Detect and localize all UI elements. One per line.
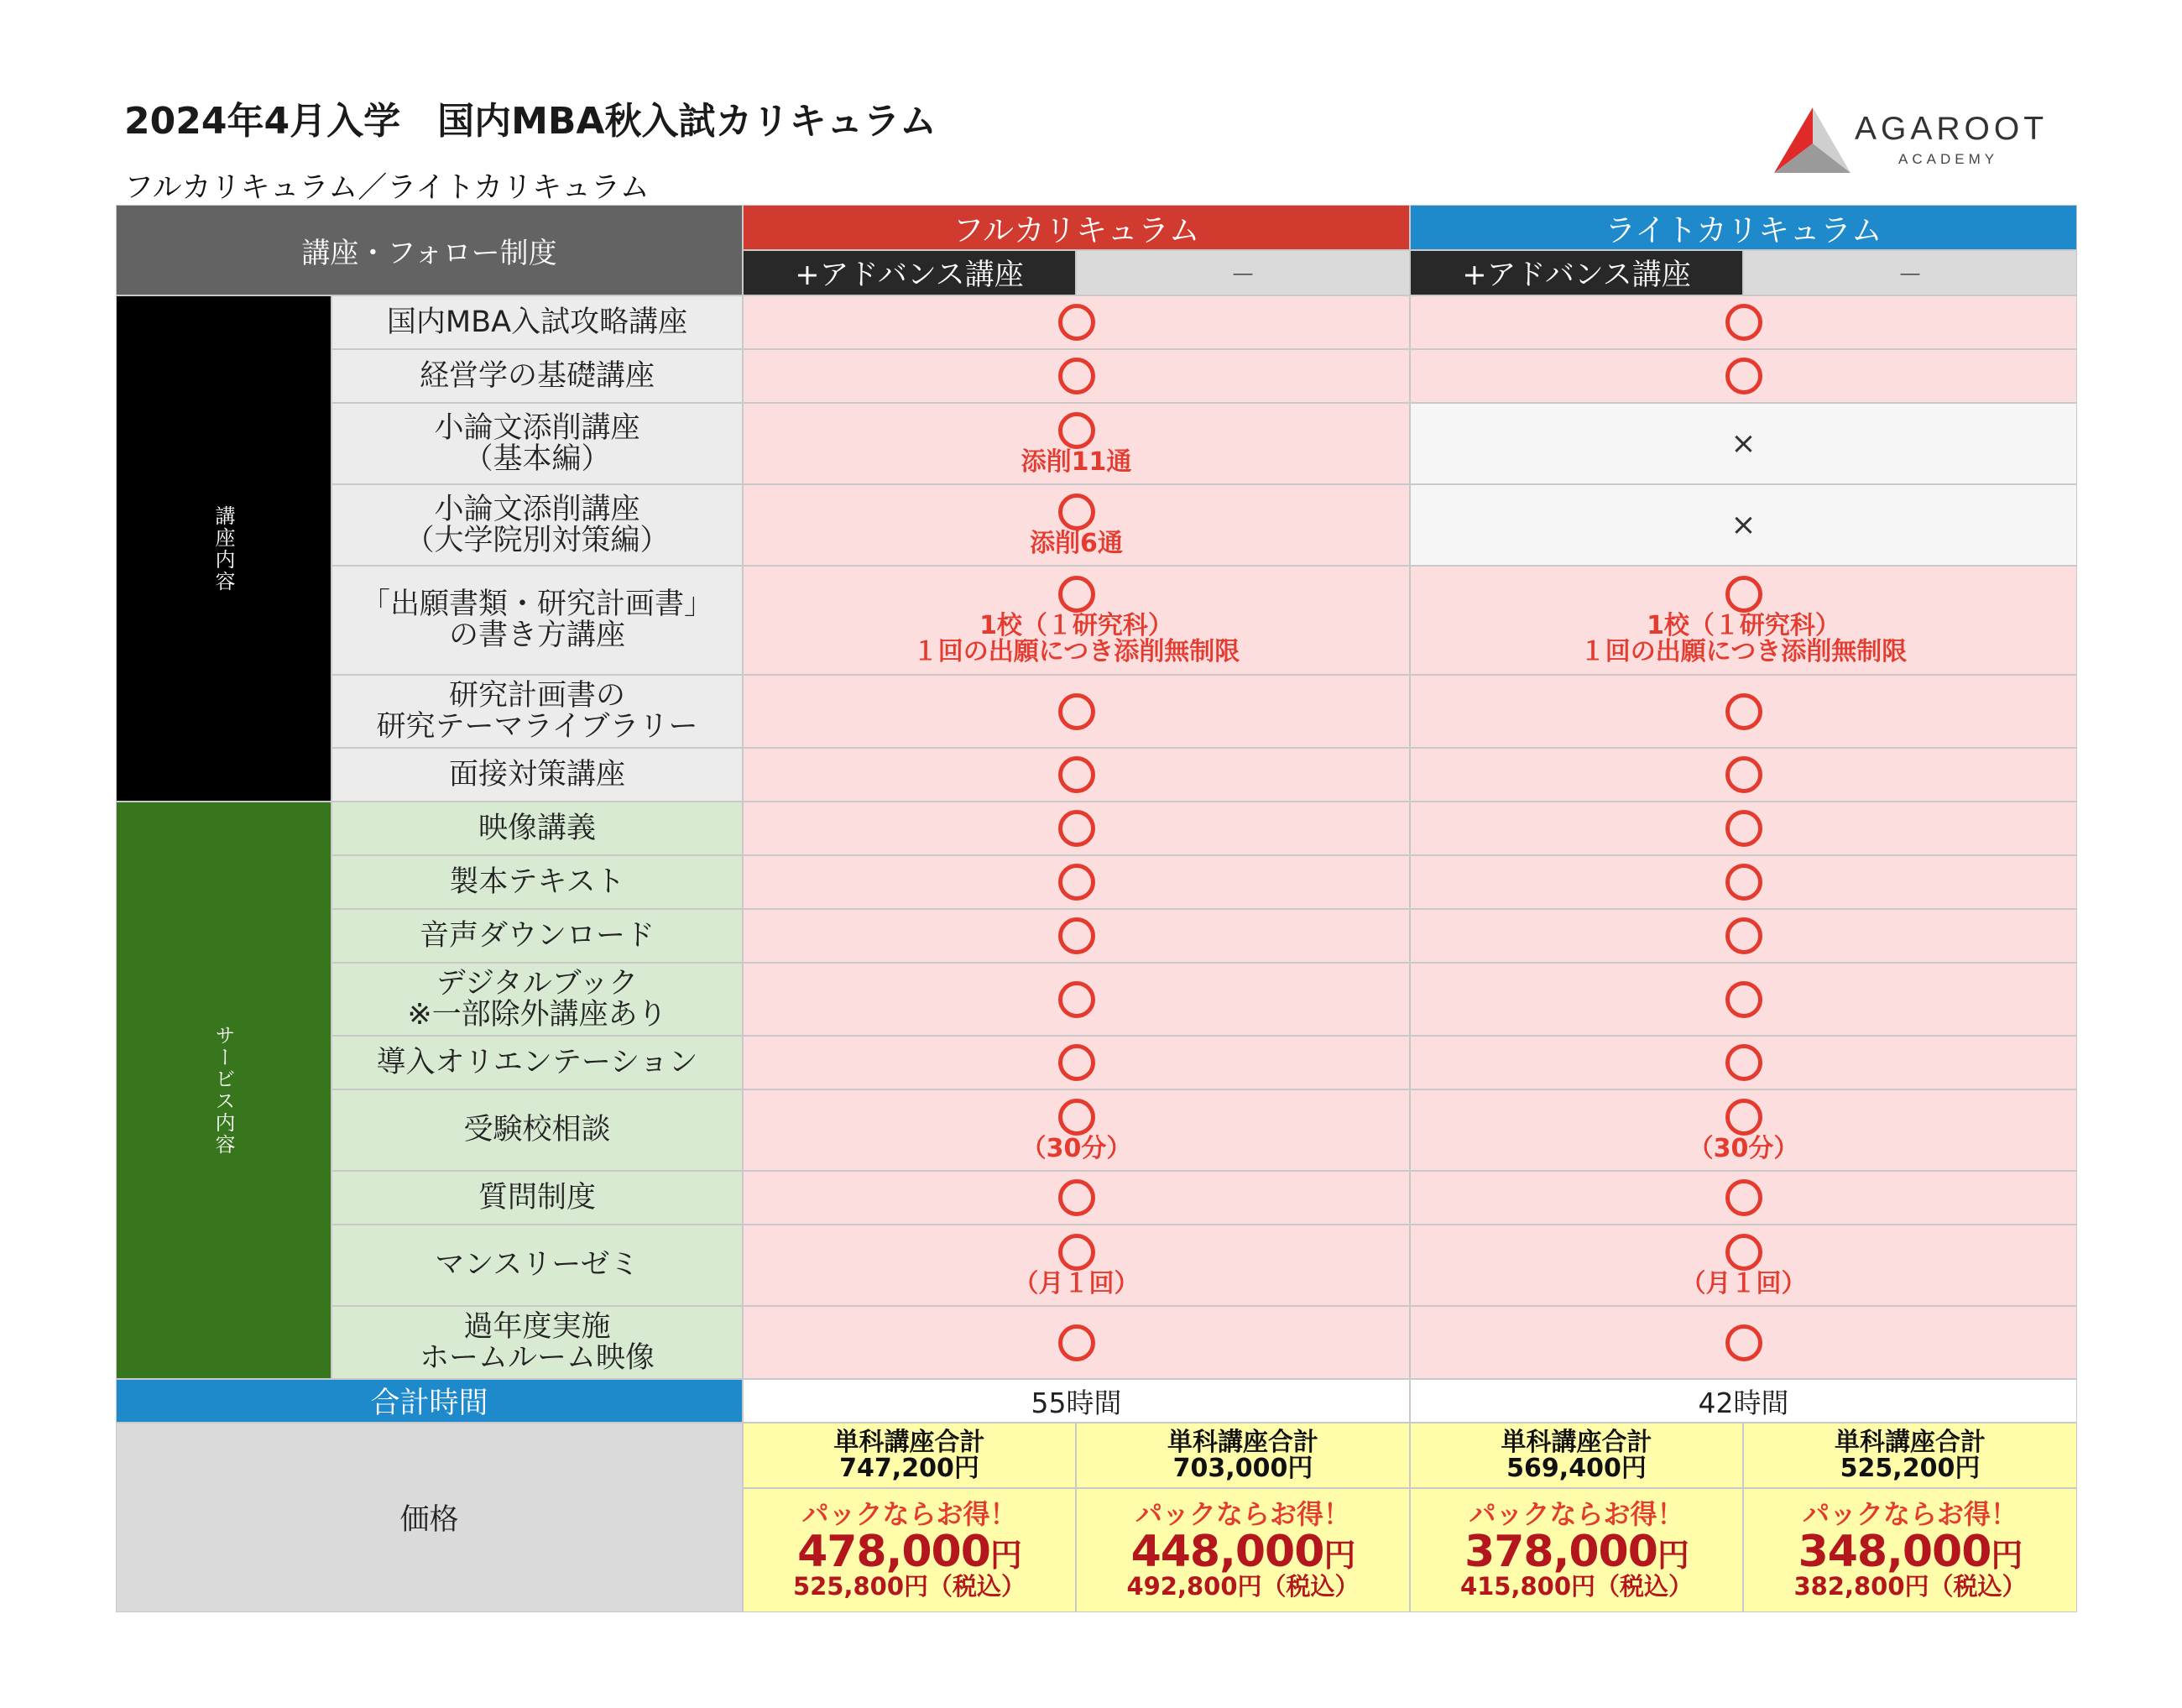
- lite-cell: [1410, 1171, 2077, 1225]
- full-cell: [743, 1306, 1410, 1379]
- full-cell: [743, 909, 1410, 963]
- price-sum-value: 569,400円: [1506, 1454, 1647, 1483]
- row-label-line: ※一部除外講座あり: [407, 997, 667, 1032]
- circle-mark-icon: [1725, 304, 1762, 341]
- price-label: [116, 1423, 743, 1612]
- row-label-line: 音声ダウンロード: [419, 918, 655, 953]
- price-sum-cell: [743, 1423, 1076, 1488]
- row-label-line: 小論文添削講座: [434, 410, 640, 445]
- lite-cell: [1410, 963, 2077, 1036]
- lite-cell: [1410, 675, 2077, 748]
- price-sum-cell: [1743, 1423, 2077, 1488]
- price-pack-cell: [1076, 1488, 1410, 1612]
- circle-mark-icon: [1058, 1099, 1095, 1136]
- price-pack-cell: [743, 1488, 1076, 1612]
- row-label-line: 受験校相談: [463, 1113, 611, 1147]
- lite-cell: [1410, 748, 2077, 802]
- pack-price-currency: 円: [1323, 1536, 1355, 1574]
- row-label: [331, 484, 743, 566]
- course-header-label: 講座・フォロー制度: [301, 236, 557, 270]
- price-sum-label: 単科講座合計: [1167, 1427, 1318, 1457]
- lite-cell: [1410, 1089, 2077, 1171]
- price-sum-value: 525,200円: [1840, 1454, 1981, 1483]
- row-label-line: 過年度実施: [463, 1309, 611, 1344]
- full-cell: [743, 1225, 1410, 1306]
- row-label-line: 「出願書類・研究計画書」: [360, 588, 713, 622]
- full-cell: [743, 1089, 1410, 1171]
- circle-mark-icon: [1725, 1099, 1762, 1136]
- full-cell: [743, 855, 1410, 909]
- row-label-line: 導入オリエンテーション: [376, 1045, 698, 1079]
- agaroot-logo: [1771, 106, 2048, 181]
- category-service-label: サービス内容: [211, 1025, 235, 1156]
- logo-sub: ACADEMY: [1898, 151, 1999, 167]
- row-label-line: 面接対策講座: [448, 757, 625, 791]
- logo-triangle-icon: [1771, 106, 1855, 176]
- full-cell: [743, 1171, 1410, 1225]
- lite-cell: [1410, 1306, 2077, 1379]
- circle-mark-icon: [1058, 981, 1095, 1018]
- total-time-lite: [1410, 1379, 2077, 1423]
- row-label-line: 研究計画書の: [448, 678, 625, 713]
- circle-mark-icon: [1058, 864, 1095, 901]
- price-pack-cell: [1743, 1488, 2077, 1612]
- row-label: [331, 802, 743, 855]
- pack-price-amount: 378,000: [1464, 1526, 1657, 1577]
- cell-note: （月１回）: [1013, 1268, 1140, 1298]
- row-label-line: 小論文添削講座: [434, 492, 640, 526]
- cell-note: （30分）: [1021, 1133, 1132, 1163]
- row-label-line: ホームルーム映像: [419, 1340, 655, 1375]
- circle-mark-icon: [1058, 358, 1095, 394]
- lite-cell: [1410, 1036, 2077, 1089]
- row-label-line: （基本編）: [463, 441, 611, 476]
- pack-price-currency: 円: [1657, 1536, 1689, 1574]
- lite-curriculum-header: [1410, 205, 2077, 250]
- circle-mark-icon: [1058, 917, 1095, 954]
- total-time-full-value: 55時間: [1031, 1386, 1122, 1419]
- cell-note: １回の出願につき添削無制限: [912, 637, 1240, 666]
- pack-deal-text: パックならお得！: [1469, 1498, 1684, 1531]
- circle-mark-icon: [1725, 1234, 1762, 1271]
- category-service: [116, 802, 331, 1379]
- row-label: [331, 1036, 743, 1089]
- full-header-label: フルカリキュラム: [953, 212, 1200, 248]
- full-basic-label: －: [1230, 261, 1255, 290]
- price-sum-label: 単科講座合計: [1835, 1427, 1986, 1457]
- circle-mark-icon: [1058, 1234, 1095, 1271]
- lite-advance-label: +アドバンス講座: [1462, 259, 1691, 292]
- row-label: [331, 1306, 743, 1379]
- circle-mark-icon: [1058, 304, 1095, 341]
- full-cell: [743, 349, 1410, 403]
- page-title: 2024年4月入学 国内MBA秋入試カリキュラム: [124, 100, 937, 143]
- circle-mark-icon: [1725, 1044, 1762, 1081]
- lite-cell: [1410, 566, 2077, 675]
- circle-mark-icon: [1058, 412, 1095, 449]
- circle-mark-icon: [1058, 576, 1095, 613]
- row-label: [331, 748, 743, 802]
- price-sum-value: 747,200円: [839, 1454, 979, 1483]
- row-label: [331, 1171, 743, 1225]
- pack-price: [797, 1526, 1021, 1577]
- full-cell: [743, 963, 1410, 1036]
- pack-price: [1130, 1526, 1355, 1577]
- price-label-text: 価格: [399, 1503, 459, 1537]
- circle-mark-icon: [1725, 1179, 1762, 1216]
- cell-note: 添削6通: [1030, 528, 1123, 558]
- pack-price-currency: 円: [1991, 1536, 2023, 1574]
- price-sum-label: 単科講座合計: [1501, 1427, 1652, 1457]
- circle-mark-icon: [1058, 756, 1095, 793]
- circle-mark-icon: [1725, 917, 1762, 954]
- pack-deal-text: パックならお得！: [1802, 1498, 2018, 1531]
- circle-mark-icon: [1725, 864, 1762, 901]
- full-basic-header: [1076, 250, 1410, 295]
- row-label: [331, 855, 743, 909]
- row-label: [331, 1089, 743, 1171]
- price-pack-cell: [1410, 1488, 1743, 1612]
- row-label-line: 経営学の基礎講座: [419, 358, 655, 393]
- full-cell: [743, 802, 1410, 855]
- full-cell: [743, 566, 1410, 675]
- price-sum-label: 単科講座合計: [833, 1427, 985, 1457]
- price-sum-cell: [1076, 1423, 1410, 1488]
- row-label: [331, 963, 743, 1036]
- lite-cell: [1410, 1225, 2077, 1306]
- row-label: [331, 349, 743, 403]
- cell-note: 1校（１研究科）: [979, 610, 1173, 640]
- row-label-line: デジタルブック: [436, 966, 639, 1000]
- circle-mark-icon: [1058, 494, 1095, 530]
- lite-cell: [1410, 802, 2077, 855]
- row-label-line: 研究テーマライブラリー: [376, 709, 698, 744]
- lite-cell: [1410, 403, 2077, 484]
- row-label-line: 国内MBA入試攻略講座: [386, 305, 688, 339]
- cell-note: 添削11通: [1021, 447, 1132, 477]
- total-time-label: [116, 1379, 743, 1423]
- lite-cell: [1410, 909, 2077, 963]
- category-course: [116, 295, 331, 802]
- full-advance-label: +アドバンス講座: [795, 259, 1024, 292]
- circle-mark-icon: [1725, 981, 1762, 1018]
- logo-brand: AGAROOT: [1855, 111, 2049, 147]
- pack-deal-text: パックならお得！: [801, 1498, 1017, 1531]
- full-advance-header: [743, 250, 1076, 295]
- full-cell: [743, 403, 1410, 484]
- page-subtitle: フルカリキュラム／ライトカリキュラム: [124, 171, 650, 205]
- row-label-line: （大学院別対策編）: [405, 523, 670, 557]
- lite-cell: [1410, 484, 2077, 566]
- row-label: [331, 675, 743, 748]
- circle-mark-icon: [1725, 756, 1762, 793]
- cell-note: （月１回）: [1680, 1268, 1807, 1298]
- row-label-line: の書き方講座: [448, 619, 625, 652]
- pack-price-amount: 348,000: [1798, 1526, 1991, 1577]
- pack-price-taxed: 415,800円（税込）: [1459, 1571, 1694, 1601]
- pack-price-amount: 448,000: [1130, 1526, 1324, 1577]
- cell-note: １回の出願につき添削無制限: [1579, 637, 1908, 666]
- pack-price-taxed: 492,800円（税込）: [1126, 1571, 1360, 1601]
- category-course-label: 講座内容: [211, 504, 235, 593]
- price-sum-cell: [1410, 1423, 1743, 1488]
- row-label-line: マンスリーゼミ: [435, 1248, 639, 1282]
- row-label: [331, 295, 743, 349]
- course-header: [116, 205, 743, 295]
- circle-mark-icon: [1725, 810, 1762, 847]
- lite-cell: [1410, 295, 2077, 349]
- row-label-line: 製本テキスト: [449, 864, 625, 899]
- pack-price: [1798, 1526, 2023, 1577]
- total-time-label-text: 合計時間: [370, 1387, 488, 1420]
- row-label: [331, 909, 743, 963]
- full-cell: [743, 295, 1410, 349]
- full-curriculum-header: [743, 205, 1410, 250]
- full-cell: [743, 1036, 1410, 1089]
- circle-mark-icon: [1725, 1324, 1762, 1361]
- lite-cell: [1410, 349, 2077, 403]
- pack-price-taxed: 382,800円（税込）: [1793, 1571, 2027, 1601]
- lite-basic-header: [1743, 250, 2077, 295]
- pack-price: [1464, 1526, 1689, 1577]
- cross-mark: ×: [1730, 508, 1757, 542]
- pack-deal-text: パックならお得！: [1135, 1498, 1350, 1531]
- circle-mark-icon: [1725, 693, 1762, 730]
- row-label-line: 質問制度: [478, 1180, 596, 1214]
- cell-note: （30分）: [1688, 1133, 1799, 1163]
- full-cell: [743, 748, 1410, 802]
- pack-price-taxed: 525,800円（税込）: [792, 1571, 1026, 1601]
- circle-mark-icon: [1058, 1324, 1095, 1361]
- circle-mark-icon: [1058, 1044, 1095, 1081]
- lite-cell: [1410, 855, 2077, 909]
- full-cell: [743, 675, 1410, 748]
- lite-basic-label: －: [1898, 261, 1923, 290]
- circle-mark-icon: [1725, 358, 1762, 394]
- pack-price-currency: 円: [989, 1536, 1021, 1574]
- row-label: [331, 403, 743, 484]
- cell-note: 1校（１研究科）: [1647, 610, 1840, 640]
- circle-mark-icon: [1058, 693, 1095, 730]
- total-time-full: [743, 1379, 1410, 1423]
- circle-mark-icon: [1058, 1179, 1095, 1216]
- row-label-line: 映像講義: [478, 811, 596, 845]
- circle-mark-icon: [1058, 810, 1095, 847]
- row-label: [331, 566, 743, 675]
- total-time-lite-value: 42時間: [1698, 1386, 1789, 1419]
- full-cell: [743, 484, 1410, 566]
- lite-advance-header: [1410, 250, 1743, 295]
- pack-price-amount: 478,000: [797, 1526, 990, 1577]
- price-sum-value: 703,000円: [1172, 1454, 1313, 1483]
- circle-mark-icon: [1725, 576, 1762, 613]
- cross-mark: ×: [1730, 426, 1757, 461]
- row-label: [331, 1225, 743, 1306]
- lite-header-label: ライトカリキュラム: [1605, 212, 1882, 248]
